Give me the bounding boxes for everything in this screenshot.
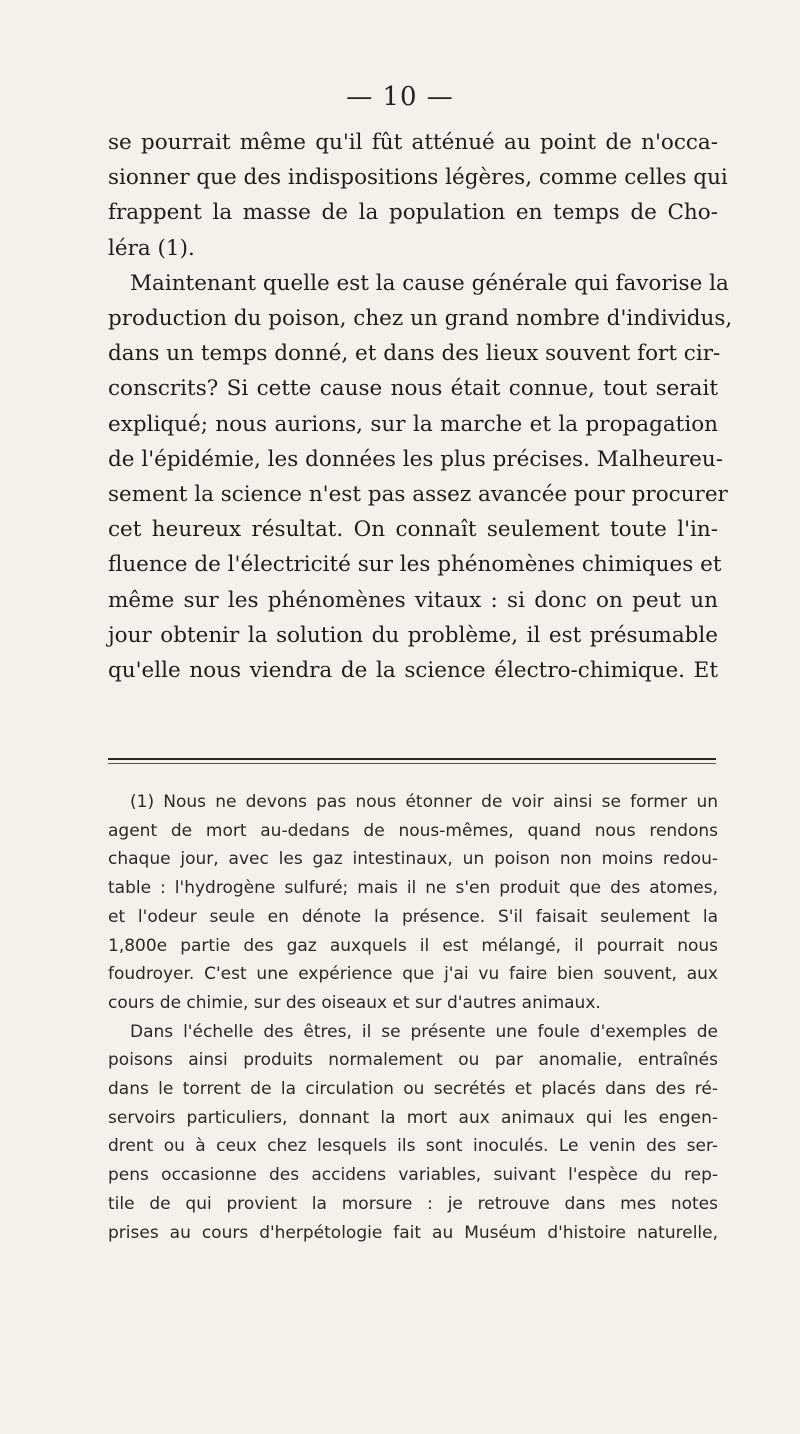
main-text-line: Maintenant quelle est la cause générale qui favorise la [130, 270, 729, 296]
footnote-line: agent de mort au-dedans de nous-mêmes, quand nous rendons [108, 820, 718, 841]
main-text-line: sement la science n'est pas assez avancée pour procurer [108, 482, 728, 508]
main-text-line: frappent la masse de la population en temps de Cho- [108, 200, 718, 226]
main-text-line: conscrits? Si cette cause nous était connue, tout serait [108, 376, 718, 402]
footnote-line: pens occasionne des accidens variables, suivant l'espèce du rep- [108, 1165, 718, 1186]
main-text-block [108, 125, 733, 688]
page-number: — 10 — [346, 82, 454, 112]
main-text-line: se pourrait même qu'il fût atténué au point de n'occa- [108, 130, 718, 155]
main-text-line: dans un temps donné, et dans des lieux souvent fort cir- [108, 341, 721, 367]
main-text-line: même sur les phénomènes vitaux : si donc on peut un [108, 587, 718, 613]
footnote-separator [108, 758, 716, 760]
main-text-line: léra (1). [108, 235, 195, 261]
main-text-line: production du poison, chez un grand nombre d'individus, [108, 306, 733, 332]
footnote-block [108, 788, 718, 1247]
main-text-line: qu'elle nous viendra de la science électro-chimique. Et [108, 658, 718, 684]
footnote-line: foudroyer. C'est une expérience que j'ai vu faire bien souvent, aux [108, 964, 718, 985]
footnote-line: tile de qui provient la morsure : je retrouve dans mes notes [108, 1193, 718, 1214]
footnote-line: poisons ainsi produits normalement ou par anomalie, entraînés [108, 1050, 718, 1071]
footnote-line: table : l'hydrogène sulfuré; mais il ne s'en produit que des atomes, [108, 878, 718, 899]
main-text-line: fluence de l'électricité sur les phénomènes chimiques et [108, 552, 722, 578]
main-text-line: expliqué; nous aurions, sur la marche et la propagation [108, 411, 718, 437]
footnote-line: (1) Nous ne devons pas nous étonner de voir ainsi se former un [130, 792, 718, 812]
footnote-line: dans le torrent de la circulation ou secrétés et placés dans des ré- [108, 1079, 718, 1100]
footnote-line: Dans l'échelle des êtres, il se présente une foule d'exemples de [130, 1021, 718, 1042]
footnote-line: et l'odeur seule en dénote la présence. S'il faisait seulement la [108, 906, 718, 927]
footnote-line: chaque jour, avec les gaz intestinaux, un poison non moins redou- [108, 849, 718, 870]
footnote-line: prises au cours d'herpétologie fait au Muséum d'histoire naturelle, [108, 1222, 718, 1243]
main-text-line: cet heureux résultat. On connaît seulement toute l'in- [108, 517, 718, 543]
main-text-line: sionner que des indispositions légères, comme celles qui [108, 165, 728, 191]
footnote-line: servoirs particuliers, donnant la mort aux animaux qui les engen- [108, 1107, 718, 1128]
footnote-separator-thin [108, 763, 716, 764]
footnote-line: 1,800e partie des gaz auxquels il est mélangé, il pourrait nous [108, 935, 718, 956]
main-text-line: de l'épidémie, les données les plus précises. Malheureu- [108, 446, 723, 472]
footnote-line: cours de chimie, sur des oiseaux et sur d'autres animaux. [108, 992, 601, 1013]
main-text-line: jour obtenir la solution du problème, il est présumable [108, 622, 718, 648]
footnote-line: drent ou à ceux chez lesquels ils sont inoculés. Le venin des ser- [108, 1136, 718, 1157]
